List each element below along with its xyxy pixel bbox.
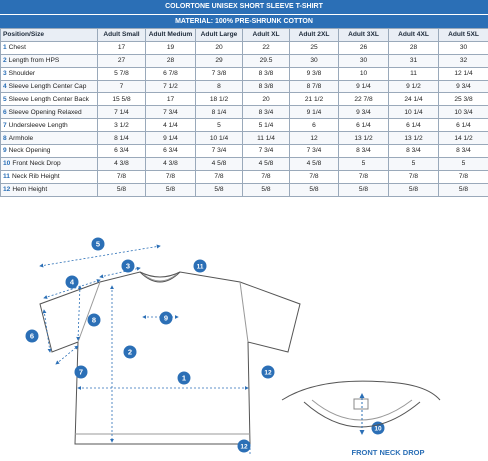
table-row: [1, 93, 488, 106]
size-value-cell: 22: [243, 41, 290, 54]
position-name: Neck Rib Height: [11, 173, 60, 181]
size-value-cell: 7 3/4: [196, 145, 243, 158]
table-row: [1, 157, 488, 170]
size-value-cell: 8 3/4: [243, 106, 290, 119]
size-value-cell: 5: [196, 119, 243, 132]
size-value-cell: 7 3/8: [196, 67, 243, 80]
size-value-cell: 30: [339, 54, 389, 67]
sheet-title: COLORTONE UNISEX SHORT SLEEVE T-SHIRT: [0, 0, 488, 14]
size-value-cell: 4 3/8: [98, 157, 146, 170]
size-value-cell: 10 3/4: [439, 106, 488, 119]
column-header-size: Adult Small: [98, 29, 146, 42]
position-cell: [1, 41, 98, 54]
size-value-cell: 7: [98, 80, 146, 93]
table-header-row: [1, 29, 488, 42]
size-value-cell: 27: [98, 54, 146, 67]
position-cell: [1, 132, 98, 145]
size-value-cell: 29.5: [243, 54, 290, 67]
size-value-cell: 7/8: [290, 170, 339, 183]
size-value-cell: 5/8: [196, 183, 243, 196]
size-value-cell: 11 1/4: [243, 132, 290, 145]
column-header-size: Adult 5XL: [439, 29, 488, 42]
marker-8: [88, 314, 101, 327]
marker-3: [122, 260, 135, 273]
position-cell: [1, 170, 98, 183]
marker-5: [92, 238, 105, 251]
position-name: Sleeve Opening Relaxed: [8, 108, 82, 116]
tshirt-outline: [40, 272, 300, 444]
position-cell: [1, 183, 98, 196]
svg-text:12: 12: [240, 443, 248, 451]
position-name: Front Neck Drop: [12, 160, 61, 168]
svg-text:8: 8: [91, 315, 97, 325]
size-value-cell: 13 1/2: [339, 132, 389, 145]
column-header-size: Adult 3XL: [339, 29, 389, 42]
row-number: 3: [3, 70, 7, 78]
size-value-cell: 5: [389, 157, 439, 170]
column-header-size: Adult 4XL: [389, 29, 439, 42]
material-line: MATERIAL: 100% PRE-SHRUNK COTTON: [0, 14, 488, 28]
size-value-cell: 15 5/8: [98, 93, 146, 106]
size-value-cell: 6 3/4: [146, 145, 196, 158]
size-value-cell: 7/8: [146, 170, 196, 183]
size-value-cell: 25: [290, 41, 339, 54]
row-number: 11: [3, 173, 10, 181]
position-cell: [1, 54, 98, 67]
size-value-cell: 6 1/4: [339, 119, 389, 132]
size-value-cell: 7/8: [389, 170, 439, 183]
position-name: Neck Opening: [8, 147, 51, 155]
size-value-cell: 8 1/4: [98, 132, 146, 145]
table-row: [1, 145, 488, 158]
row-number: 6: [3, 108, 7, 116]
marker-4: [66, 276, 79, 289]
position-name: Hem Height: [12, 186, 48, 194]
size-value-cell: 4 5/8: [290, 157, 339, 170]
size-value-cell: 5: [339, 157, 389, 170]
svg-text:1: 1: [181, 373, 187, 383]
size-value-cell: 18 1/2: [196, 93, 243, 106]
size-value-cell: 26: [339, 41, 389, 54]
neck-drop-caption: FRONT NECK DROP: [351, 448, 425, 457]
row-number: 1: [3, 44, 7, 52]
neck-drop-detail: [282, 381, 440, 434]
size-value-cell: 5/8: [290, 183, 339, 196]
size-value-cell: 7 3/4: [243, 145, 290, 158]
marker-7: [75, 366, 88, 379]
size-value-cell: 4 5/8: [196, 157, 243, 170]
column-header-size: Adult XL: [243, 29, 290, 42]
table-row: [1, 106, 488, 119]
size-value-cell: 31: [389, 54, 439, 67]
marker-1: [178, 372, 191, 385]
size-value-cell: 5: [439, 157, 488, 170]
size-value-cell: 6 1/4: [389, 119, 439, 132]
size-value-cell: 8 3/8: [243, 67, 290, 80]
position-cell: [1, 157, 98, 170]
size-chart-table: [0, 28, 488, 197]
svg-text:9: 9: [163, 313, 169, 323]
size-value-cell: 22 7/8: [339, 93, 389, 106]
marker-12: [238, 440, 251, 453]
size-value-cell: 8 3/4: [439, 145, 488, 158]
size-value-cell: 12 1/4: [439, 67, 488, 80]
size-value-cell: 32: [439, 54, 488, 67]
size-value-cell: 9 3/4: [439, 80, 488, 93]
size-value-cell: 9 1/4: [146, 132, 196, 145]
size-value-cell: 7 3/4: [146, 106, 196, 119]
size-value-cell: 6 1/4: [439, 119, 488, 132]
size-value-cell: 6 7/8: [146, 67, 196, 80]
size-value-cell: 5/8: [389, 183, 439, 196]
size-value-cell: 4 5/8: [243, 157, 290, 170]
position-cell: [1, 106, 98, 119]
size-value-cell: 25 3/8: [439, 93, 488, 106]
size-value-cell: 30: [290, 54, 339, 67]
column-header-position: Position/Size: [1, 29, 98, 42]
marker-6: [26, 330, 39, 343]
position-name: Chest: [8, 44, 26, 52]
size-value-cell: 6: [290, 119, 339, 132]
size-value-cell: 9 1/4: [339, 80, 389, 93]
size-value-cell: 10 1/4: [196, 132, 243, 145]
svg-text:12: 12: [264, 369, 272, 377]
size-value-cell: 8 7/8: [290, 80, 339, 93]
size-value-cell: 19: [146, 41, 196, 54]
size-value-cell: 5 7/8: [98, 67, 146, 80]
position-cell: [1, 93, 98, 106]
size-value-cell: 24 1/4: [389, 93, 439, 106]
size-value-cell: 5/8: [439, 183, 488, 196]
size-value-cell: 8: [196, 80, 243, 93]
size-value-cell: 7/8: [439, 170, 488, 183]
row-number: 4: [3, 83, 7, 90]
size-value-cell: 29: [196, 54, 243, 67]
table-row: [1, 80, 488, 93]
position-cell: [1, 119, 98, 132]
svg-text:5: 5: [95, 239, 101, 249]
table-row: [1, 41, 488, 54]
size-value-cell: 7 1/4: [98, 106, 146, 119]
size-value-cell: 9 3/8: [290, 67, 339, 80]
row-number: 8: [3, 134, 7, 142]
size-value-cell: 7/8: [98, 170, 146, 183]
svg-text:2: 2: [127, 347, 133, 357]
size-value-cell: 11: [389, 67, 439, 80]
row-number: 2: [3, 57, 7, 65]
size-value-cell: 20: [243, 93, 290, 106]
size-value-cell: 5 1/4: [243, 119, 290, 132]
marker-11: [194, 260, 207, 273]
position-name: Length from HPS: [8, 57, 60, 65]
size-value-cell: 9 1/2: [389, 80, 439, 93]
size-value-cell: 5/8: [243, 183, 290, 196]
row-number: 10: [3, 160, 11, 168]
column-header-size: Adult 2XL: [290, 29, 339, 42]
size-value-cell: 30: [439, 41, 488, 54]
table-row: [1, 67, 488, 80]
size-value-cell: 8 1/4: [196, 106, 243, 119]
size-value-cell: 28: [146, 54, 196, 67]
table-body: [1, 41, 488, 196]
table-row: [1, 119, 488, 132]
size-value-cell: 13 1/2: [389, 132, 439, 145]
position-name: Undersleeve Length: [8, 121, 68, 129]
position-name: Sleeve Length Center Cap: [8, 83, 87, 90]
row-number: 5: [3, 95, 7, 103]
size-value-cell: 12: [290, 132, 339, 145]
position-name: Armhole: [8, 134, 34, 142]
position-name: Sleeve Length Center Back: [8, 95, 89, 103]
size-value-cell: 5/8: [339, 183, 389, 196]
size-value-cell: 10: [339, 67, 389, 80]
size-value-cell: 3 1/2: [98, 119, 146, 132]
column-header-size: Adult Large: [196, 29, 243, 42]
size-value-cell: 5/8: [98, 183, 146, 196]
size-value-cell: 10 1/4: [389, 106, 439, 119]
column-header-size: Adult Medium: [146, 29, 196, 42]
position-cell: [1, 145, 98, 158]
svg-text:10: 10: [374, 425, 382, 433]
size-value-cell: 7 1/2: [146, 80, 196, 93]
size-value-cell: 7/8: [243, 170, 290, 183]
svg-text:7: 7: [78, 367, 84, 377]
size-value-cell: 17: [98, 41, 146, 54]
size-value-cell: 17: [146, 93, 196, 106]
size-value-cell: 28: [389, 41, 439, 54]
table-row: [1, 132, 488, 145]
position-cell: [1, 67, 98, 80]
table-row: [1, 54, 488, 67]
size-value-cell: 8 3/8: [243, 80, 290, 93]
size-value-cell: 4 3/8: [146, 157, 196, 170]
size-value-cell: 7 3/4: [290, 145, 339, 158]
row-number: 9: [3, 147, 7, 155]
marker-12: [262, 366, 275, 379]
svg-text:11: 11: [196, 263, 204, 271]
size-value-cell: 4 1/4: [146, 119, 196, 132]
size-value-cell: 21 1/2: [290, 93, 339, 106]
size-value-cell: 9 3/4: [339, 106, 389, 119]
svg-text:6: 6: [29, 331, 35, 341]
size-value-cell: 5/8: [146, 183, 196, 196]
row-number: 7: [3, 121, 7, 129]
position-cell: [1, 80, 98, 93]
marker-9: [160, 312, 173, 325]
size-value-cell: 6 3/4: [98, 145, 146, 158]
tshirt-diagram: [0, 222, 488, 461]
row-number: 12: [3, 186, 11, 194]
size-value-cell: 7/8: [196, 170, 243, 183]
size-value-cell: 8 3/4: [389, 145, 439, 158]
size-value-cell: 7/8: [339, 170, 389, 183]
position-name: Shoulder: [8, 70, 36, 78]
marker-2: [124, 346, 137, 359]
table-row: [1, 170, 488, 183]
svg-text:4: 4: [69, 277, 75, 287]
size-value-cell: 14 1/2: [439, 132, 488, 145]
svg-text:3: 3: [125, 261, 131, 271]
table-row: [1, 183, 488, 196]
size-value-cell: 20: [196, 41, 243, 54]
size-value-cell: 8 3/4: [339, 145, 389, 158]
size-value-cell: 9 1/4: [290, 106, 339, 119]
